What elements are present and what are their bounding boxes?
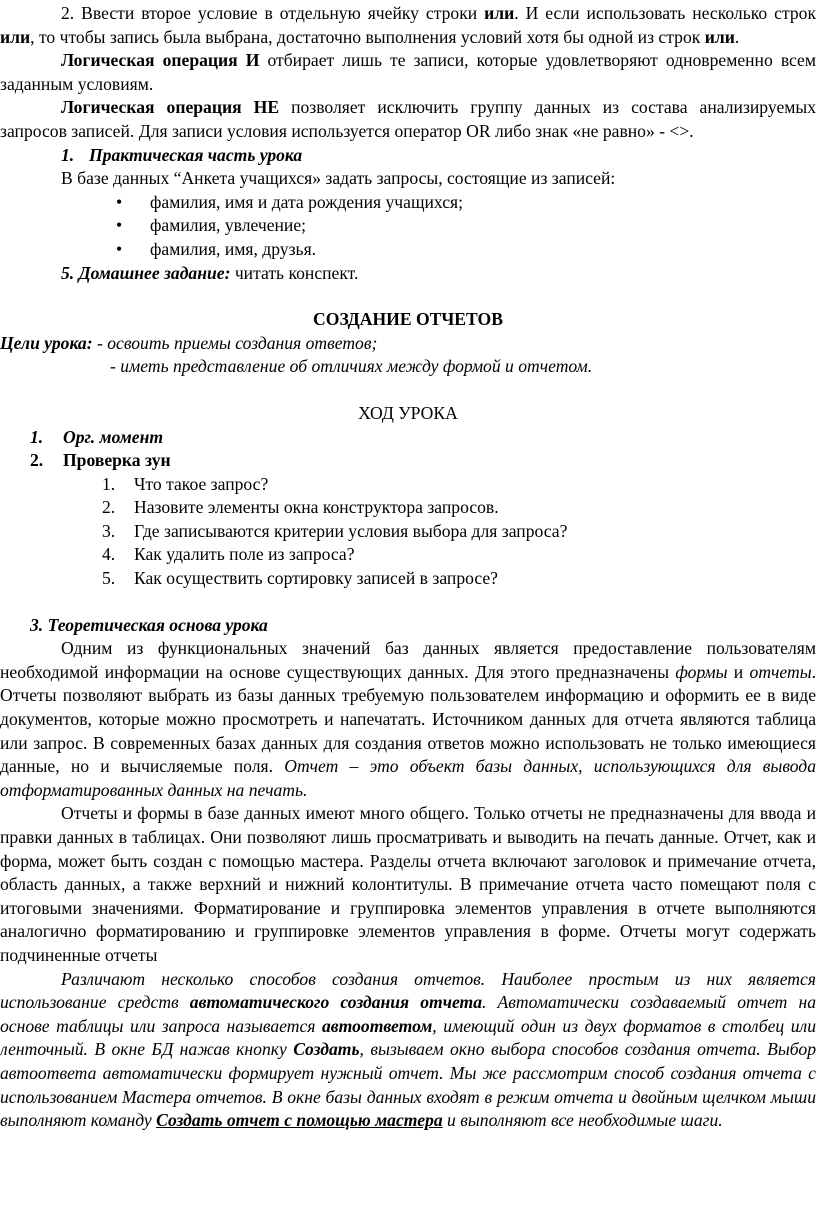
- theory-paragraph-1: Одним из функциональных значений баз данных является предоставление пользователям необходимой информации на основе существующих данных. Для этого предназначены формы и отчеты. Отчеты позволяют выбрать из базы данных требуемую пользователем информацию и оформить ее в виде документов, которые можно просмотреть и напечатать. Источником данных для отчета являются таблица или запрос. В современных базах данных для создания ответов можно использовать не только имеющиеся данные, но и вычисляемые поля. Отчет – это объект базы данных, использующихся для вывода отформатированных данных на печать.: [0, 638, 816, 800]
- homework: 5. Домашнее задание: читать конспект.: [61, 262, 359, 283]
- section-heading: СОЗДАНИЕ ОТЧЕТОВ: [313, 309, 503, 330]
- theory-heading: 3. Теоретическая основа урока: [30, 614, 268, 635]
- question-item: 2. Назовите элементы окна конструктора запросов.: [102, 497, 499, 518]
- step-item: 1. Орг. момент: [30, 426, 164, 447]
- spacer: [0, 285, 816, 308]
- bullet-item: • фамилия, имя, друзья.: [116, 238, 317, 259]
- spacer: [0, 379, 816, 402]
- practice-task: В базе данных “Анкета учащихся» задать запросы, состоящие из записей:: [61, 168, 616, 189]
- course-heading: ХОД УРОКА: [358, 402, 458, 423]
- question-item: 1. Что такое запрос?: [102, 473, 269, 494]
- question-item: 3. Где записываются критерии условия выбора для запроса?: [102, 520, 568, 541]
- paragraph-logic-not: Логическая операция НЕ позволяет исключить группу данных из состава анализируемых запросов записей. Для записи условия используется оператор OR либо знак «не равно» - <>.: [0, 97, 816, 141]
- theory-paragraph-2: Отчеты и формы в базе данных имеют много общего. Только отчеты не предназначены для ввода и правки данных в таблицах. Они позволяют лишь просматривать и выводить на печать данные. Отчет, как и форма, может быть создан с помощью мастера. Разделы отчета включают заголовок и примечание отчета, область данных, а также верхний и нижний колонтитулы. В примечание отчета часто помещают поля с итоговыми значениями. Форматирование и группировка элементов управления в отчете выполняются аналогично форматированию и группировке элементов управления в форме. Отчеты могут содержать подчиненные отчеты: [0, 803, 816, 965]
- practice-heading: 1. Практическая часть урока: [61, 144, 303, 165]
- question-item: 4. Как удалить поле из запроса?: [102, 544, 355, 565]
- question-item: 5. Как осуществить сортировку записей в запросе?: [102, 568, 498, 589]
- step-item: 2. Проверка зун: [30, 450, 171, 471]
- spacer: [0, 591, 816, 614]
- paragraph-or-condition: 2. Ввести второе условие в отдельную ячейку строки или. И если использовать несколько строк или, то чтобы запись была выбрана, достаточно выполнения условий хотя бы одной из строк или.: [0, 3, 816, 47]
- lesson-goals: Цели урока: - освоить приемы создания ответов;: [0, 332, 378, 353]
- theory-paragraph-3: Различают несколько способов создания отчетов. Наиболее простым из них является использование средств автоматического создания отчета. Автоматически создаваемый отчет на основе таблицы или запроса называется автоответом, имеющий один из двух форматов в столбец или ленточный. В окне БД нажав кнопку Создать, вызываем окно выбора способов создания отчета. Выбор автоответа автоматически формирует нужный отчет. Мы же рассмотрим способ создания отчета с использованием Мастера отчетов. В окне базы данных входят в режим отчета и двойным щелчком мыши выполняют команду Создать отчет с помощью мастера и выполняют все необходимые шаги.: [0, 968, 816, 1131]
- bullet-item: • фамилия, имя и дата рождения учащихся;: [116, 191, 464, 212]
- bullet-item: • фамилия, увлечение;: [116, 215, 307, 236]
- paragraph-logic-and: Логическая операция И отбирает лишь те записи, которые удовлетворяют одновременно всем заданным условиям.: [0, 50, 816, 94]
- lesson-goals-line2: - иметь представление об отличиях между формой и отчетом.: [110, 356, 593, 377]
